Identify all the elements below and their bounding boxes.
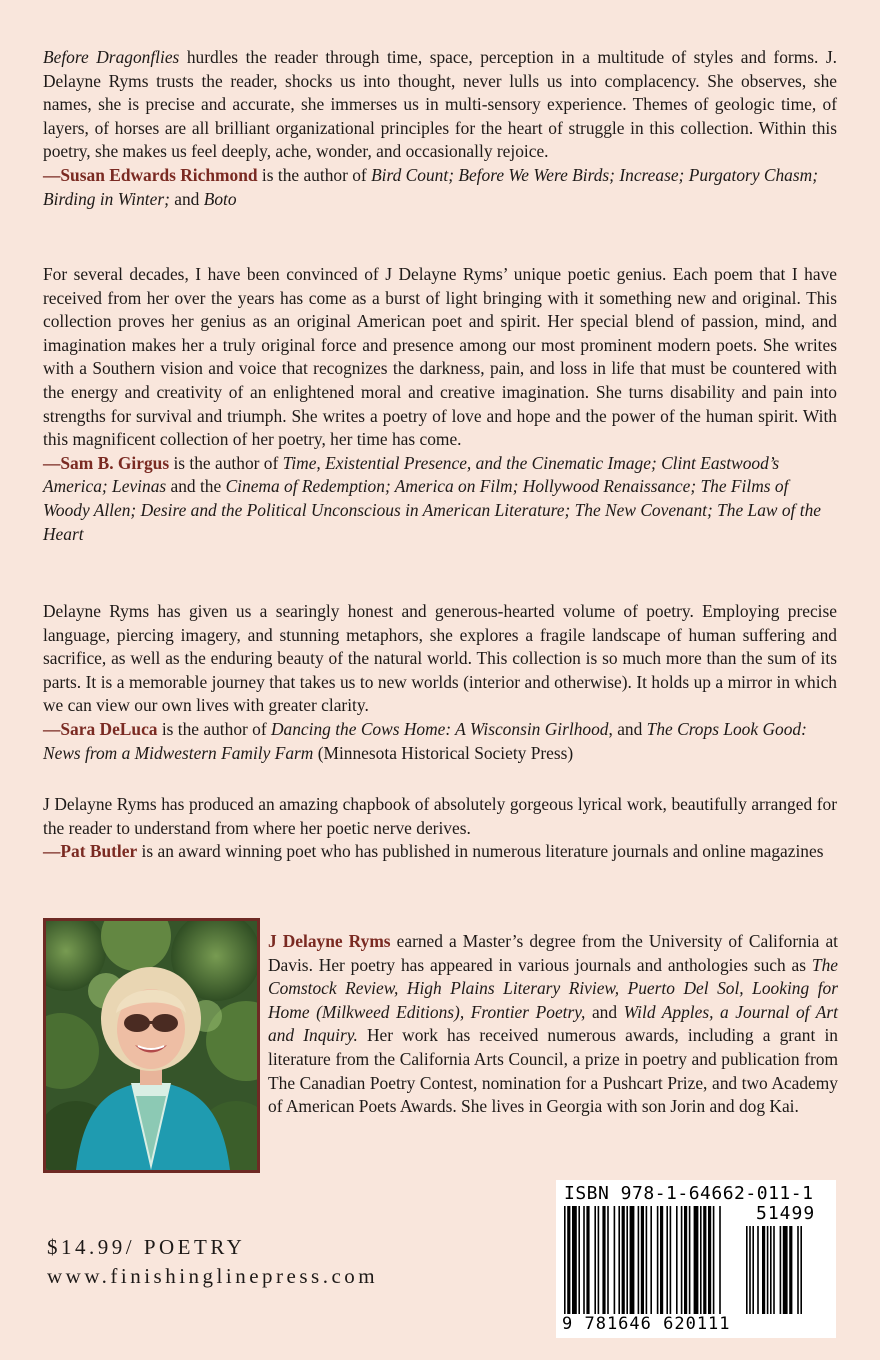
author-name: —Sam B. Girgus — [43, 452, 170, 473]
barcode-addon-bar — [749, 1226, 751, 1314]
barcode-bar — [567, 1206, 570, 1314]
bio-and: and — [585, 1001, 624, 1022]
author-work: The Crops Look Good: News from a Midwestern Family Farm — [43, 718, 807, 763]
attribution-and: , and — [608, 718, 647, 739]
author-work-last: Boto — [203, 188, 237, 209]
barcode-addon-bar — [770, 1226, 772, 1314]
blurb-body — [43, 46, 837, 164]
barcode-bar — [666, 1206, 668, 1314]
barcode-bar — [650, 1206, 652, 1314]
barcode-bar — [614, 1206, 616, 1314]
blurb-body: J Delayne Ryms has produced an amazing chapbook of absolutely gorgeous lyrical work, beautifully arranged for the reader to understand from where her poetic nerve derives. — [43, 794, 837, 838]
barcode-bar — [681, 1206, 683, 1314]
barcode-addon-bar — [746, 1226, 748, 1314]
author-portrait-illustration — [46, 921, 257, 1170]
price-category: $14.99/ POETRY — [47, 1235, 246, 1259]
barcode-addon-bar — [800, 1226, 802, 1314]
blurb-deluca — [43, 600, 837, 765]
blurb-girgus — [43, 263, 837, 546]
barcode-bar — [594, 1206, 596, 1314]
barcode-bar — [618, 1206, 620, 1314]
barcode-bar — [641, 1206, 644, 1314]
barcode-bar — [578, 1206, 580, 1314]
author-name: —Sara DeLuca — [43, 718, 158, 739]
book-title: Before Dragonflies — [43, 47, 180, 67]
barcode-addon-bar — [752, 1226, 754, 1314]
barcode-bar — [684, 1206, 687, 1314]
author-photo — [43, 918, 260, 1173]
blurb-body: Delayne Ryms has given us a searingly honest and generous-hearted volume of poetry. Employing precise language, piercing imagery, and stunning metaphors, she explores a fragile landscape of human suffering and sacrifice, as well as the enduring beauty of the natural world. This collection is so much more than the sum of its parts. It is a memorable journey that takes us to new worlds (interior and otherwise). It holds up a mirror in which we can view our own lives with greater clarity. — [43, 601, 837, 716]
price-code: 51499 — [756, 1203, 816, 1224]
barcode-bar — [622, 1206, 625, 1314]
blurb-text: hurdles the reader through time, space, perception in a multitude of styles and forms. J. Delayne Ryms trusts the reader, shocks us into thought, never lulls us into complacency. She observes, she names, she is precise and accurate, she immerses us in multi-sensory experience. Themes of geologic time, of layers, of horses are all brilliant organizational principles for the heart of struggle in this collection. Within this poetry, she makes us feel deeply, ache, wonder, and occasionally rejoice. — [43, 47, 837, 162]
bio-publications: The Comstock Review, High Plains Literary Riview, Puerto Del Sol, Looking for Home (Milkweed Editions), Frontier Poetry, — [268, 954, 838, 1022]
attribution — [43, 718, 837, 765]
barcode-bar — [719, 1206, 721, 1314]
attribution-and: and — [169, 188, 204, 209]
barcode-addon-bar — [789, 1226, 792, 1314]
barcode-bar — [657, 1206, 659, 1314]
ean-digits: 9 781646 620111 — [562, 1314, 731, 1334]
barcode-bar — [583, 1206, 585, 1314]
publisher: (Minnesota Historical Society Press) — [313, 742, 574, 763]
barcode-bar — [713, 1206, 715, 1314]
barcode-addon-bar — [773, 1226, 775, 1314]
barcode-bar — [638, 1206, 640, 1314]
attribution — [43, 840, 837, 864]
attribution — [43, 452, 837, 546]
author-name: —Susan Edwards Richmond — [43, 164, 258, 185]
barcode-addon-bar — [757, 1226, 759, 1314]
bio-author-name: J Delayne Ryms — [268, 931, 391, 951]
author-work: Dancing the Cows Home: A Wisconsin Girlhood — [270, 718, 609, 739]
barcode-bar — [646, 1206, 648, 1314]
blurb-body: For several decades, I have been convinced of J Delayne Ryms’ unique poetic genius. Each poem that I have received from her over the years has come as a burst of light bringing with it something new and original. This collection proves her genius as an original American poet and spirit. Her special blend of passion, mind, and imagination makes her a truly original force and presence among our most prominent modern poets. She writes with a Southern vision and voice that recognizes the darkness, pain, and loss in life that must be countered with the energy and creativity of an enlightened moral and creative imagination. She turns disability and pain into strengths for survival and triumph. She writes a poetry of love and hope and the power of the human spirit. With this magnificent collection of her poetry, her time has come. — [43, 264, 837, 450]
author-name: —Pat Butler — [43, 841, 138, 862]
attribution-and: and the — [166, 476, 226, 497]
blurb-butler — [43, 793, 837, 864]
attribution — [43, 164, 837, 211]
barcode-bar — [660, 1206, 663, 1314]
barcode-bar — [602, 1206, 605, 1314]
author-works: Time, Existential Presence, and the Cinematic Image; Clint Eastwood’s America; Levinas — [43, 452, 780, 497]
barcode-addon-bar — [767, 1226, 769, 1314]
barcode-bar — [703, 1206, 706, 1314]
publisher-url[interactable]: www.finishinglinepress.com — [47, 1264, 379, 1288]
barcode-bar — [607, 1206, 609, 1314]
attribution-text: is the author of — [157, 718, 271, 739]
barcode-bar — [708, 1206, 711, 1314]
attribution-text: is the author of — [257, 164, 372, 185]
barcode-addon-bar — [797, 1226, 799, 1314]
blurb-richmond — [43, 46, 837, 211]
barcode-bar — [676, 1206, 678, 1314]
barcode-bar — [689, 1206, 691, 1314]
barcode-bar — [598, 1206, 600, 1314]
barcode-addon-bar — [783, 1226, 788, 1314]
barcode-addon-bar — [762, 1226, 765, 1314]
bio-text-continued: Her work has received numerous awards, including a grant in literature from the California Arts Council, a prize in poetry and publication from The Canadian Poetry Contest, nomination for a Pushcart Prize, and two Academy of American Poets Awards. She lives in Georgia with son Jorin and dog Kai. — [268, 1025, 838, 1117]
barcode — [556, 1180, 836, 1338]
bio-text: earned a Master’s degree from the University of California at Davis. Her poetry has appeared in various journals and anthologies such as — [268, 931, 838, 975]
barcode-bar — [670, 1206, 672, 1314]
bio-publication-last: Wild Apples, a Journal of Art and Inquiry. — [268, 1001, 838, 1046]
author-works: Bird Count; Before We Were Birds; Increase; Purgatory Chasm; Birding in Winter; — [43, 164, 818, 209]
barcode-bar — [564, 1206, 566, 1314]
attribution-text: is the author of — [169, 452, 283, 473]
barcode-addon-bar — [780, 1226, 782, 1314]
barcode-bar — [630, 1206, 635, 1314]
barcode-bar — [586, 1206, 589, 1314]
barcode-bar — [694, 1206, 699, 1314]
author-works-continued: Cinema of Redemption; America on Film; Hollywood Renaissance; The Films of Woody Allen; Desire and the Political Unconscious in American Literature; The New Covenant; The Law of the Heart — [43, 476, 821, 544]
barcode-bar — [626, 1206, 628, 1314]
attribution-text: is an award winning poet who has published in numerous literature journals and online magazines — [137, 841, 824, 862]
barcode-bar — [700, 1206, 702, 1314]
author-bio — [268, 930, 838, 1119]
isbn-label: ISBN 978-1-64662-011-1 — [564, 1183, 814, 1204]
barcode-bar — [572, 1206, 577, 1314]
